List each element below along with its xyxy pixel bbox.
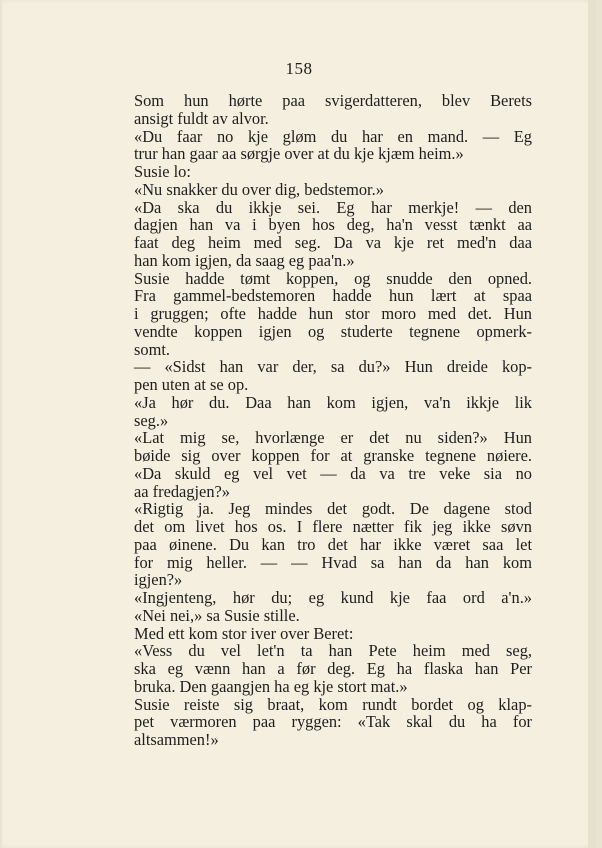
text-line: «Ja hør du. Daa han kom igjen, va'n ikkje lik <box>134 392 532 412</box>
text-line: Susie lo: <box>134 162 191 181</box>
text-line: Susie hadde tømt koppen, og snudde den opned. <box>134 268 532 288</box>
text-line: Susie reiste sig braat, kom rundt bordet og klap- <box>134 694 532 714</box>
text-line: «Nu snakker du over dig, bedstemor.» <box>134 179 384 199</box>
text-line: altsammen!» <box>134 730 219 749</box>
text-line: seg.» <box>134 410 169 430</box>
text-line: for mig heller. — — Hvad sa han da han kom <box>134 552 532 572</box>
text-line: bøide sig over koppen for at granske tegnene nøiere. <box>134 446 532 465</box>
text-line: «Vess du vel let'n ta han Pete heim med seg, <box>134 641 532 661</box>
text-line: «Lat mig se, hvorlænge er det nu siden?» Hun <box>134 428 532 448</box>
text-line: «Nei nei,» sa Susie stille. <box>134 605 300 625</box>
text-line: bruka. Den gaangjen ha eg kje stort mat.» <box>134 676 408 696</box>
page-edge <box>588 0 596 848</box>
text-line: Som hun hørte paa svigerdatteren, blev Berets <box>134 91 532 110</box>
text-line: somt. <box>134 339 170 359</box>
text-line: Med ett kom stor iver over Beret: <box>134 623 354 643</box>
text-line: faat deg heim med seg. Da va kje ret med'n daa <box>134 233 532 252</box>
text-line: trur han gaar aa sørgje over at du kje kjæm heim.» <box>134 144 464 164</box>
text-line: «Rigtig ja. Jeg mindes det godt. De dagene stod <box>134 499 532 519</box>
text-line: igjen?» <box>134 570 183 590</box>
text-line: «Du faar no kje gløm du har en mand. — Eg <box>134 126 532 146</box>
text-line: aa fredagjen?» <box>134 481 230 501</box>
text-line: vendte koppen igjen og studerte tegnene opmerk- <box>134 321 532 341</box>
text-line: det om livet hos os. I flere nætter fik jeg ikke søvn <box>134 517 532 536</box>
text-line: «Da ska du ikkje sei. Eg har merkje! — den <box>134 197 532 217</box>
text-line: «Ingjenteng, hør du; eg kund kje faa ord a'n.» <box>134 588 532 607</box>
text-line: han kom igjen, da saag eg paa'n.» <box>134 250 355 270</box>
text-line: dagjen han va i byen hos deg, ha'n vesst tænkt aa <box>134 215 532 235</box>
book-page <box>2 0 596 848</box>
body-text <box>134 92 532 749</box>
text-line: paa øinene. Du kan tro det har ikke været saa let <box>134 534 532 554</box>
text-line: — «Sidst han var der, sa du?» Hun dreide kop- <box>134 357 532 377</box>
text-line: i gruggen; ofte hadde hun stor moro med det. Hun <box>134 304 532 323</box>
text-line: Fra gammel-bedstemoren hadde hun lært at spaa <box>134 286 532 306</box>
text-line: pen uten at se op. <box>134 375 249 394</box>
text-line: «Da skuld eg vel vet — da va tre veke sia no <box>134 463 532 483</box>
text-line: ska eg vænn han a før deg. Eg ha flaska han Per <box>134 659 532 678</box>
text-line: pet værmoren paa ryggen: «Tak skal du ha for <box>134 712 532 732</box>
page-number: 158 <box>285 59 313 78</box>
text-line: ansigt fuldt av alvor. <box>134 108 269 128</box>
